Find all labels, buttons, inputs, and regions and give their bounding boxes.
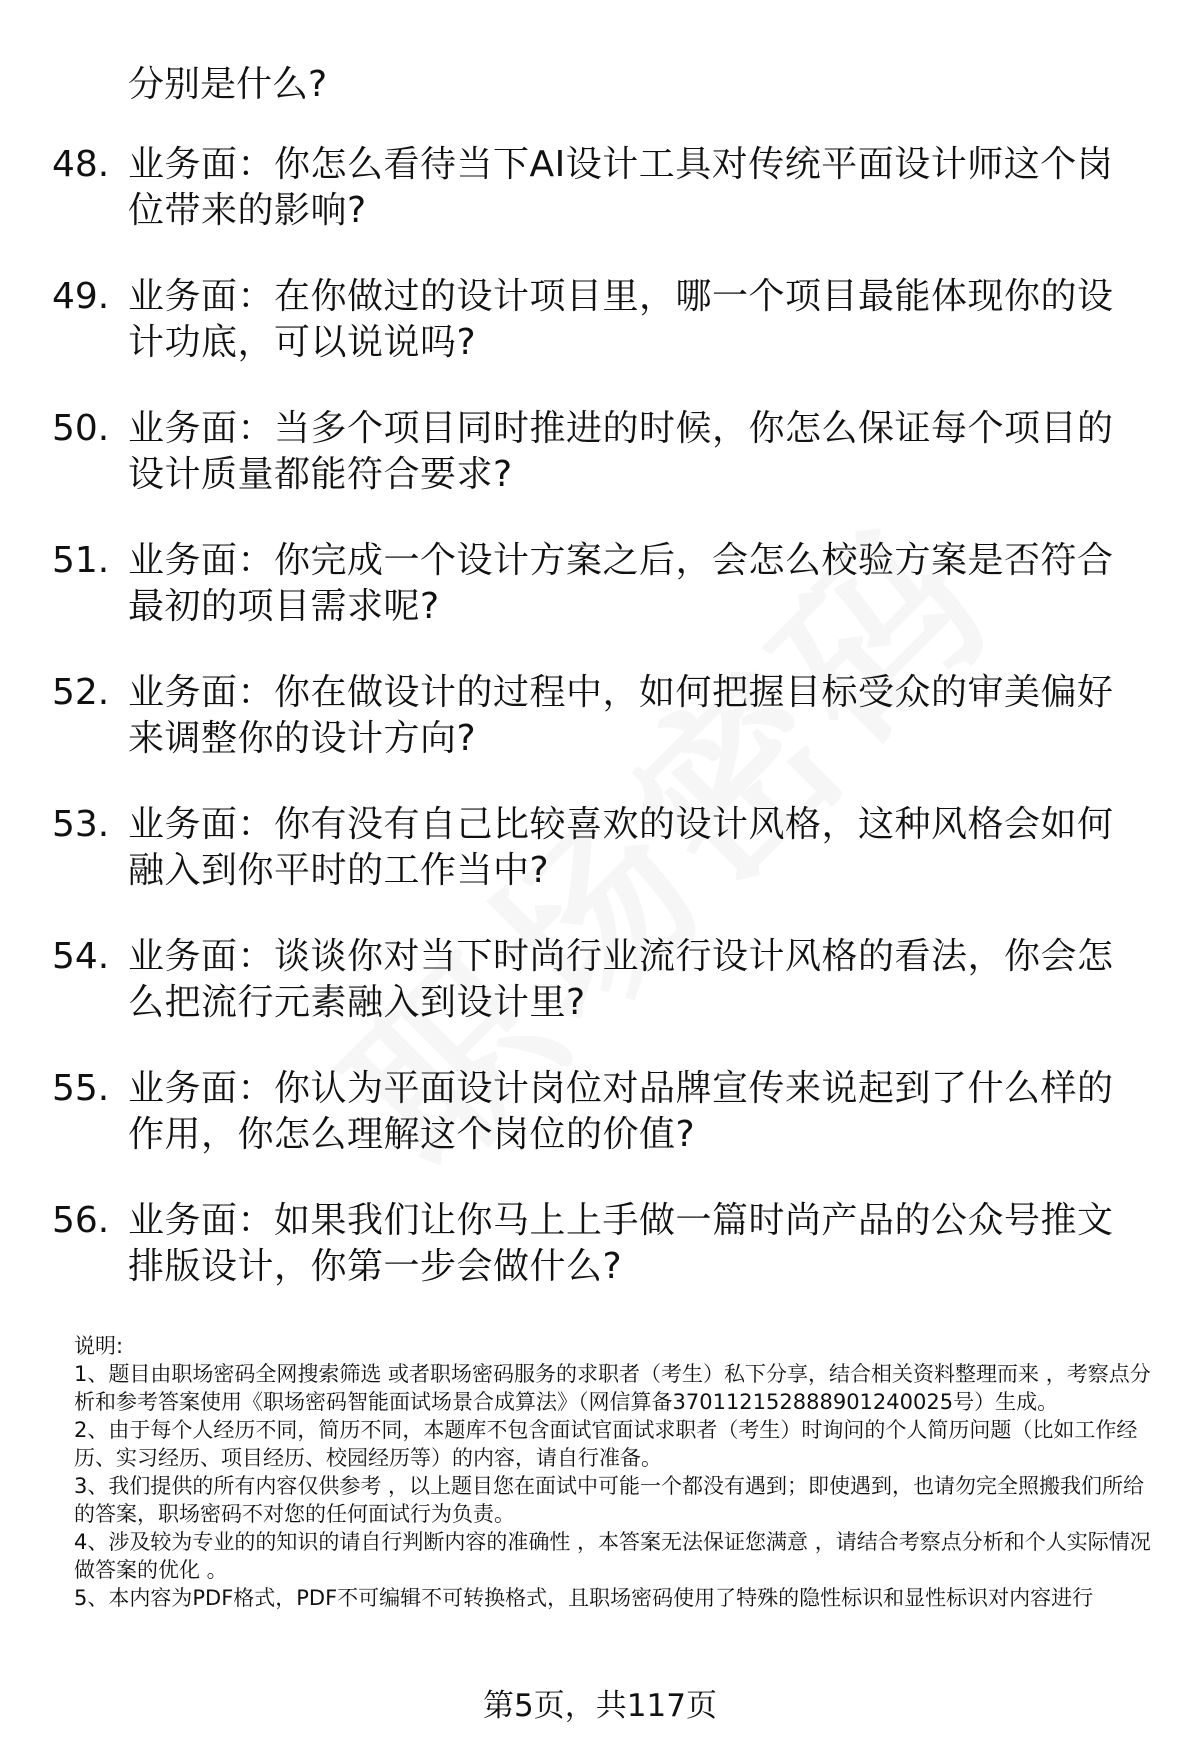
question-text: 业务面：你在做设计的过程中，如何把握目标受众的审美偏好来调整你的设计方向? (128, 672, 1114, 759)
question-list (52, 142, 1152, 1330)
question-number: 54. (52, 936, 110, 977)
question-number: 48. (52, 144, 110, 185)
question-number: 53. (52, 804, 110, 845)
question-text: 业务面：在你做过的设计项目里，哪一个项目最能体现你的设计功底，可以说说吗? (128, 276, 1114, 363)
question-text: 业务面：当多个项目同时推进的时候，你怎么保证每个项目的设计质量都能符合要求? (128, 408, 1114, 495)
question-number: 49. (52, 276, 110, 317)
question-number: 56. (52, 1200, 110, 1241)
question-item (52, 142, 1152, 274)
question-item (52, 274, 1152, 406)
question-item (52, 802, 1152, 934)
question-number: 52. (52, 672, 110, 713)
note-item: 4、涉及较为专业的的知识的请自行判断内容的准确性 ，本答案无法保证您满意 ，请结合考察点分析和个人实际情况做答案的优化 。 (74, 1530, 1151, 1582)
question-text: 业务面：你认为平面设计岗位对品牌宣传来说起到了什么样的作用，你怎么理解这个岗位的价值? (128, 1068, 1114, 1155)
intro-continuation: 分别是什么? (128, 64, 328, 105)
question-number: 51. (52, 540, 110, 581)
notes-heading: 说明: (74, 1334, 124, 1358)
question-text: 业务面：谈谈你对当下时尚行业流行设计风格的看法，你会怎么把流行元素融入到设计里? (128, 936, 1114, 1023)
question-text: 业务面：你怎么看待当下AI设计工具对传统平面设计师这个岗位带来的影响? (128, 144, 1114, 231)
question-number: 50. (52, 408, 110, 449)
notes-section (74, 1332, 1154, 1612)
question-item (52, 406, 1152, 538)
page-footer: 第5页，共117页 (483, 1688, 717, 1724)
question-item (52, 538, 1152, 670)
question-number: 55. (52, 1068, 110, 1109)
question-item (52, 1198, 1152, 1330)
note-item: 5、本内容为PDF格式，PDF不可编辑不可转换格式，且职场密码使用了特殊的隐性标识和显性标识对内容进行 (74, 1586, 1094, 1610)
note-item: 1、题目由职场密码全网搜索筛选 或者职场密码服务的求职者（考生）私下分享，结合相关资料整理而来 ，考察点分析和参考答案使用《职场密码智能面试场景合成算法》（网信算备370112152888901240025号）生成。 (74, 1362, 1151, 1414)
question-item (52, 1066, 1152, 1198)
note-item: 2、由于每个人经历不同，简历不同，本题库不包含面试官面试求职者（考生）时询问的个人简历问题（比如工作经历、实习经历、项目经历、校园经历等）的内容，请自行准备。 (74, 1418, 1138, 1470)
question-item (52, 670, 1152, 802)
note-item: 3、我们提供的所有内容仅供参考 ，以上题目您在面试中可能一个都没有遇到；即使遇到，也请勿完全照搬我们所给的答案，职场密码不对您的任何面试行为负责。 (74, 1474, 1145, 1526)
question-text: 业务面：如果我们让你马上上手做一篇时尚产品的公众号推文排版设计，你第一步会做什么? (128, 1200, 1114, 1287)
question-text: 业务面：你有没有自己比较喜欢的设计风格，这种风格会如何融入到你平时的工作当中? (128, 804, 1114, 891)
question-item (52, 934, 1152, 1066)
question-text: 业务面：你完成一个设计方案之后，会怎么校验方案是否符合最初的项目需求呢? (128, 540, 1114, 627)
